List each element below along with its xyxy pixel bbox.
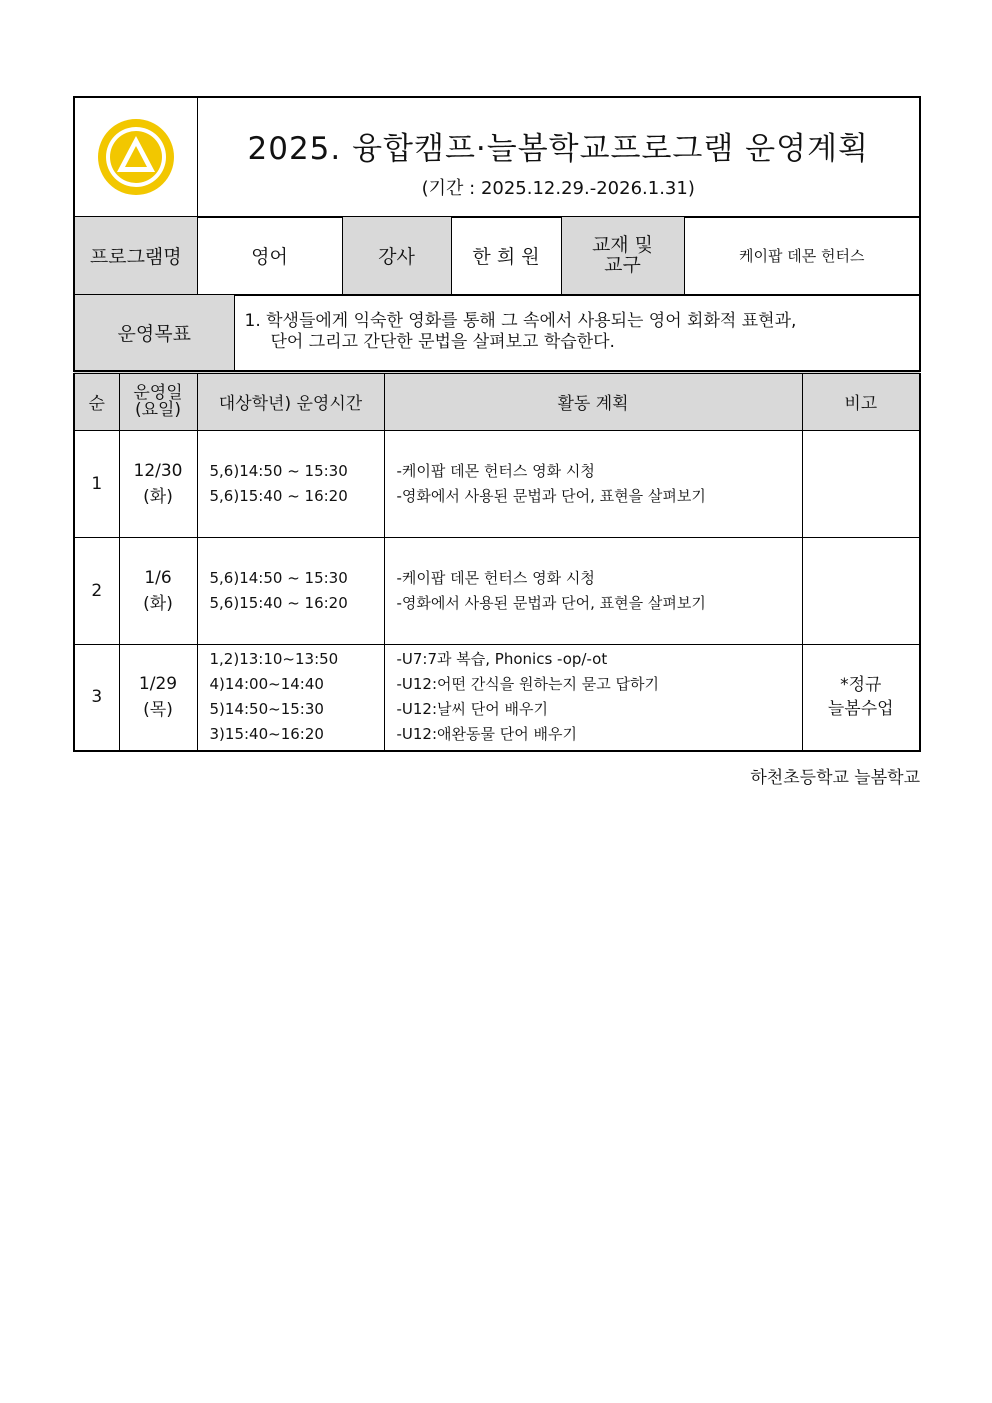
- school-logo-icon: [93, 116, 179, 198]
- title-block: [73, 96, 921, 218]
- row-note: [802, 537, 920, 644]
- materials-value: 케이팝 데몬 헌터스: [684, 217, 920, 295]
- row-note: [802, 644, 920, 751]
- row-date: [119, 537, 197, 644]
- header-date: [119, 372, 197, 430]
- table-row: [74, 537, 920, 644]
- title-cell: [197, 97, 920, 217]
- instructor-label: 강사: [342, 217, 451, 295]
- header-date-line1: 운영일: [133, 382, 183, 403]
- row-note: [802, 430, 920, 537]
- row-activities: [384, 430, 802, 537]
- goal-line-1: 1. 학생들에게 익숙한 영화를 통해 그 속에서 사용되는 영어 회화적 표현과,: [244, 311, 797, 332]
- row-date-value: 1/29: [138, 674, 178, 695]
- row-times: [197, 644, 384, 751]
- activity-line: -U12:어떤 간식을 원하는지 묻고 답하기: [396, 675, 659, 694]
- materials-label: [561, 217, 684, 295]
- table-row: [74, 644, 920, 751]
- activity-line: -U12:날씨 단어 배우기: [396, 700, 548, 719]
- row-date-value: 1/6: [144, 567, 172, 588]
- note-line: 늘봄수업: [827, 699, 894, 720]
- time-line: 4)14:00~14:40: [209, 675, 324, 694]
- time-line: 1,2)13:10~13:50: [209, 650, 339, 669]
- period-text: (기간 : 2025.12.29.-2026.1.31): [421, 177, 695, 199]
- materials-label-line1: 교재 및: [591, 234, 654, 257]
- plan-table: [73, 370, 921, 752]
- row-no: 1: [74, 430, 119, 537]
- time-line: 5,6)15:40 ~ 16:20: [209, 486, 348, 505]
- footer-school-name: 하천초등학교 늘봄학교: [750, 768, 920, 788]
- time-line: 5)14:50~15:30: [209, 700, 324, 719]
- time-line: 5,6)14:50 ~ 15:30: [209, 568, 348, 587]
- row-activities: [384, 644, 802, 751]
- goal-line-2: 단어 그리고 간단한 문법을 살펴보고 학습한다.: [270, 332, 615, 353]
- row-day-value: (화): [143, 486, 173, 507]
- row-date: [119, 644, 197, 751]
- row-no: 2: [74, 537, 119, 644]
- goal-table: [73, 294, 921, 372]
- row-times: [197, 430, 384, 537]
- logo-cell: [74, 97, 197, 217]
- row-no: 3: [74, 644, 119, 751]
- goal-text: [234, 295, 920, 371]
- instructor-value: 한 희 원: [451, 217, 561, 295]
- time-line: 5,6)14:50 ~ 15:30: [209, 461, 348, 480]
- plan-header-row: [74, 372, 920, 430]
- program-label: 프로그램명: [74, 217, 197, 295]
- row-date: [119, 430, 197, 537]
- activity-line: -영화에서 사용된 문법과 단어, 표현을 살펴보기: [396, 486, 706, 505]
- row-times: [197, 537, 384, 644]
- header-date-line2: (요일): [134, 399, 182, 420]
- row-activities: [384, 537, 802, 644]
- table-row: [74, 430, 920, 537]
- activity-line: -영화에서 사용된 문법과 단어, 표현을 살펴보기: [396, 593, 706, 612]
- header-note: 비고: [802, 372, 920, 430]
- row-date-value: 12/30: [133, 460, 183, 481]
- row-day-value: (화): [143, 593, 173, 614]
- activity-line: -케이팝 데몬 헌터스 영화 시청: [396, 461, 595, 480]
- header-time: 대상학년) 운영시간: [197, 372, 384, 430]
- program-info-table: [73, 216, 921, 296]
- row-day-value: (목): [143, 700, 173, 721]
- activity-line: -U12:애완동물 단어 배우기: [396, 725, 577, 744]
- time-line: 5,6)15:40 ~ 16:20: [209, 593, 348, 612]
- materials-label-line2: 교구: [604, 254, 641, 277]
- activity-line: -U7:7과 복습, Phonics -op/-ot: [396, 650, 608, 669]
- activity-line: -케이팝 데몬 헌터스 영화 시청: [396, 568, 595, 587]
- time-line: 3)15:40~16:20: [209, 725, 324, 744]
- page-title: 2025. 융합캠프·늘봄학교프로그램 운영계획: [247, 130, 869, 167]
- goal-label: 운영목표: [74, 295, 234, 371]
- header-activity: 활동 계획: [384, 372, 802, 430]
- header-no: 순: [74, 372, 119, 430]
- program-value: 영어: [197, 217, 342, 295]
- note-line: *정규: [840, 675, 882, 696]
